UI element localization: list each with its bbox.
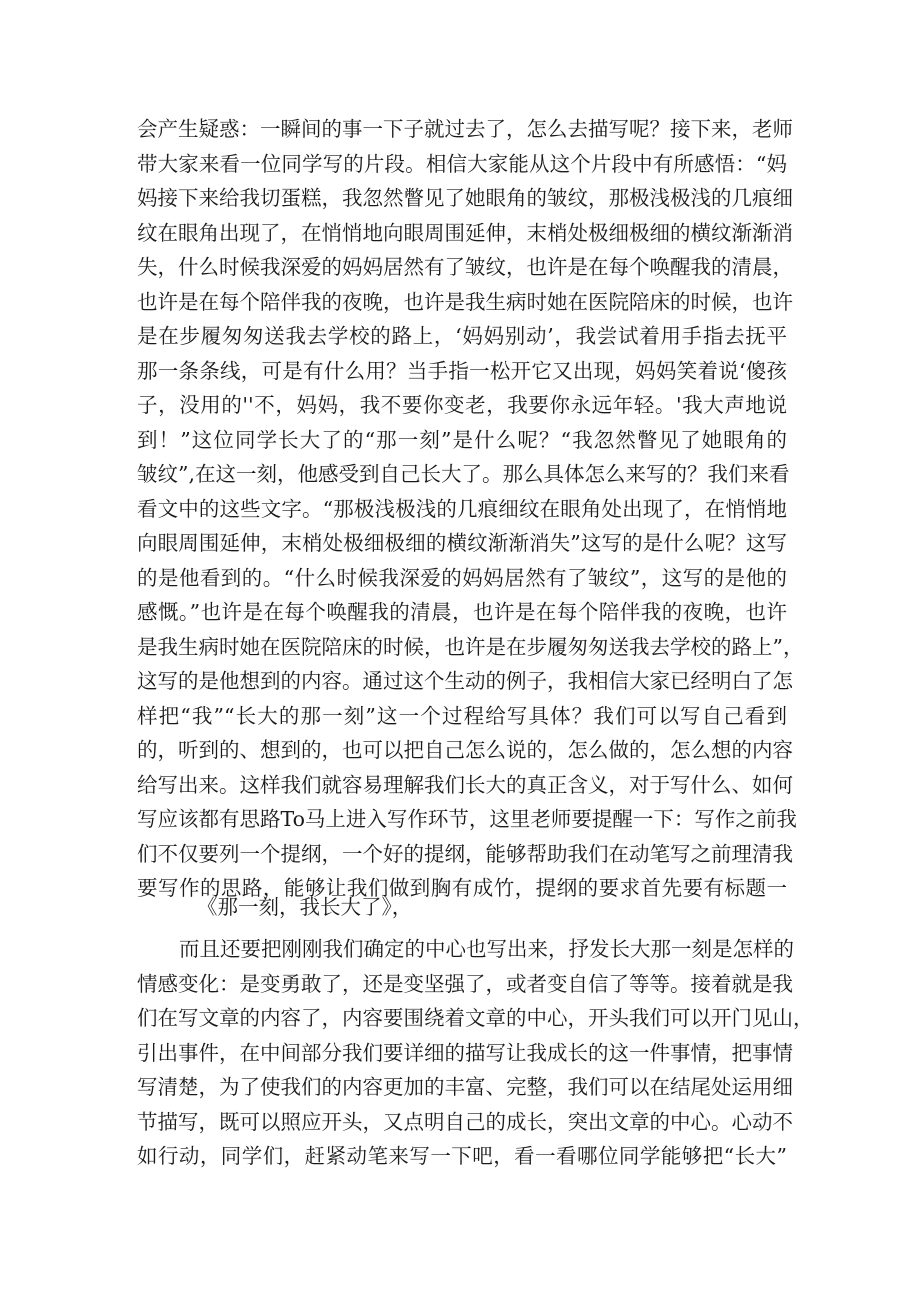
text-line: 看文中的这些文字。“那极浅极浅的几痕细纹在眼角处出现了，在悄悄地 <box>137 496 787 521</box>
body-paragraph-1 <box>137 112 804 906</box>
text-line: 写应该都有思路To马上进入写作环节，这里老师要提醒一下：写作之前我 <box>137 807 797 831</box>
text-line: 纹在眼角出现了，在悄悄地向眼周围延伸，末梢处极细极细的横纹渐渐消 <box>137 220 793 245</box>
text-line: 带大家来看一位同学写的片段。相信大家能从这个片段中有所感悟：“妈 <box>137 151 787 176</box>
text-line: 感慨。”也许是在每个唤醒我的清晨，也许是在每个陪伴我的夜晚，也许 <box>137 600 787 624</box>
text-line: 是我生病时她在医院陪床的时候，也许是在步履匆匆送我去学校的路上”， <box>137 634 804 659</box>
text-line: 如行动，同学们，赶紧动笔来写一下吧，看一看哪位同学能够把“长大” <box>137 1144 787 1168</box>
outline-title: 《那一刻，我长大了》， <box>197 895 413 919</box>
text-line: 的是他看到的。“什么时候我深爱的妈妈居然有了皱纹”，这写的是他的 <box>137 565 787 590</box>
text-line: 们不仅要列一个提纲，一个好的提纲，能够帮助我们在动笔写之前理清我 <box>137 841 793 866</box>
text-line: 而且还要把刚刚我们确定的中心也写出来，抒发长大那一刻是怎样的 <box>179 937 794 961</box>
text-line: 节描写，既可以照应开头，又点明自己的成长，突出文章的中心。心动不 <box>137 1109 793 1134</box>
text-line: 这写的是他想到的内容。通过这个生动的例子，我相信大家已经明白了怎 <box>137 669 793 693</box>
text-line: 到！”这位同学长大了的“那一刻”是什么呢？“我忽然瞥见了她眼角的 <box>137 427 787 452</box>
outline-title-line <box>137 890 787 925</box>
text-line: 是在步履匆匆送我去学校的路上，‘妈妈别动’，我尝试着用手指去抚平 <box>137 324 787 348</box>
text-line: 会产生疑惑：一瞬间的事一下子就过去了，怎么去描写呢？接下来，老师 <box>137 117 793 141</box>
text-line: 失，什么时候我深爱的妈妈居然有了皱纹，也许是在每个唤醒我的清晨， <box>137 255 793 279</box>
text-line: 写清楚，为了使我们的内容更加的丰富、完整，我们可以在结尾处运用细 <box>137 1075 793 1099</box>
text-line: 向眼周围延伸，末梢处极细极细的横纹渐渐消失”这写的是什么呢？这写 <box>137 531 787 555</box>
text-line: 子，没用的''不，妈妈，我不要你变老，我要你永远年轻。'我大声地说 <box>137 393 787 417</box>
text-line: 要写作的思路，能够让我们做到胸有成竹，提纲的要求首先要有标题一 <box>137 876 787 900</box>
text-line: 也许是在每个陪伴我的夜晚，也许是我生病时她在医院陪床的时候，也许 <box>137 289 793 314</box>
text-line: 皱纹”,在这一刻，他感受到自己长大了。那么具体怎么来写的？我们来看 <box>137 462 790 486</box>
text-line: 那一条条线，可是有什么用？当手指一松开它又出现，妈妈笑着说‘傻孩 <box>137 358 787 383</box>
text-line: 样把“我”“长大的那一刻”这一个过程给写具体？我们可以写自己看到 <box>137 703 787 728</box>
text-line: 们在写文章的内容了，内容要围绕着文章的中心，开头我们可以开门见山， <box>137 1006 814 1030</box>
body-paragraph-2 <box>137 932 814 1174</box>
text-line: 情感变化：是变勇敢了，还是变坚强了，或者变自信了等等。接着就是我 <box>137 971 793 996</box>
text-line: 引出事件，在中间部分我们要详细的描写让我成长的这一件事情，把事情 <box>137 1040 793 1065</box>
text-line: 给写出来。这样我们就容易理解我们长大的真正含义，对于写什么、如何 <box>137 772 793 797</box>
text-line: 妈接下来给我切蛋糕，我忽然瞥见了她眼角的皱纹，那极浅极浅的几痕细 <box>137 186 793 210</box>
text-line: 的，听到的、想到的，也可以把自己怎么说的，怎么做的，怎么想的内容 <box>137 738 793 762</box>
